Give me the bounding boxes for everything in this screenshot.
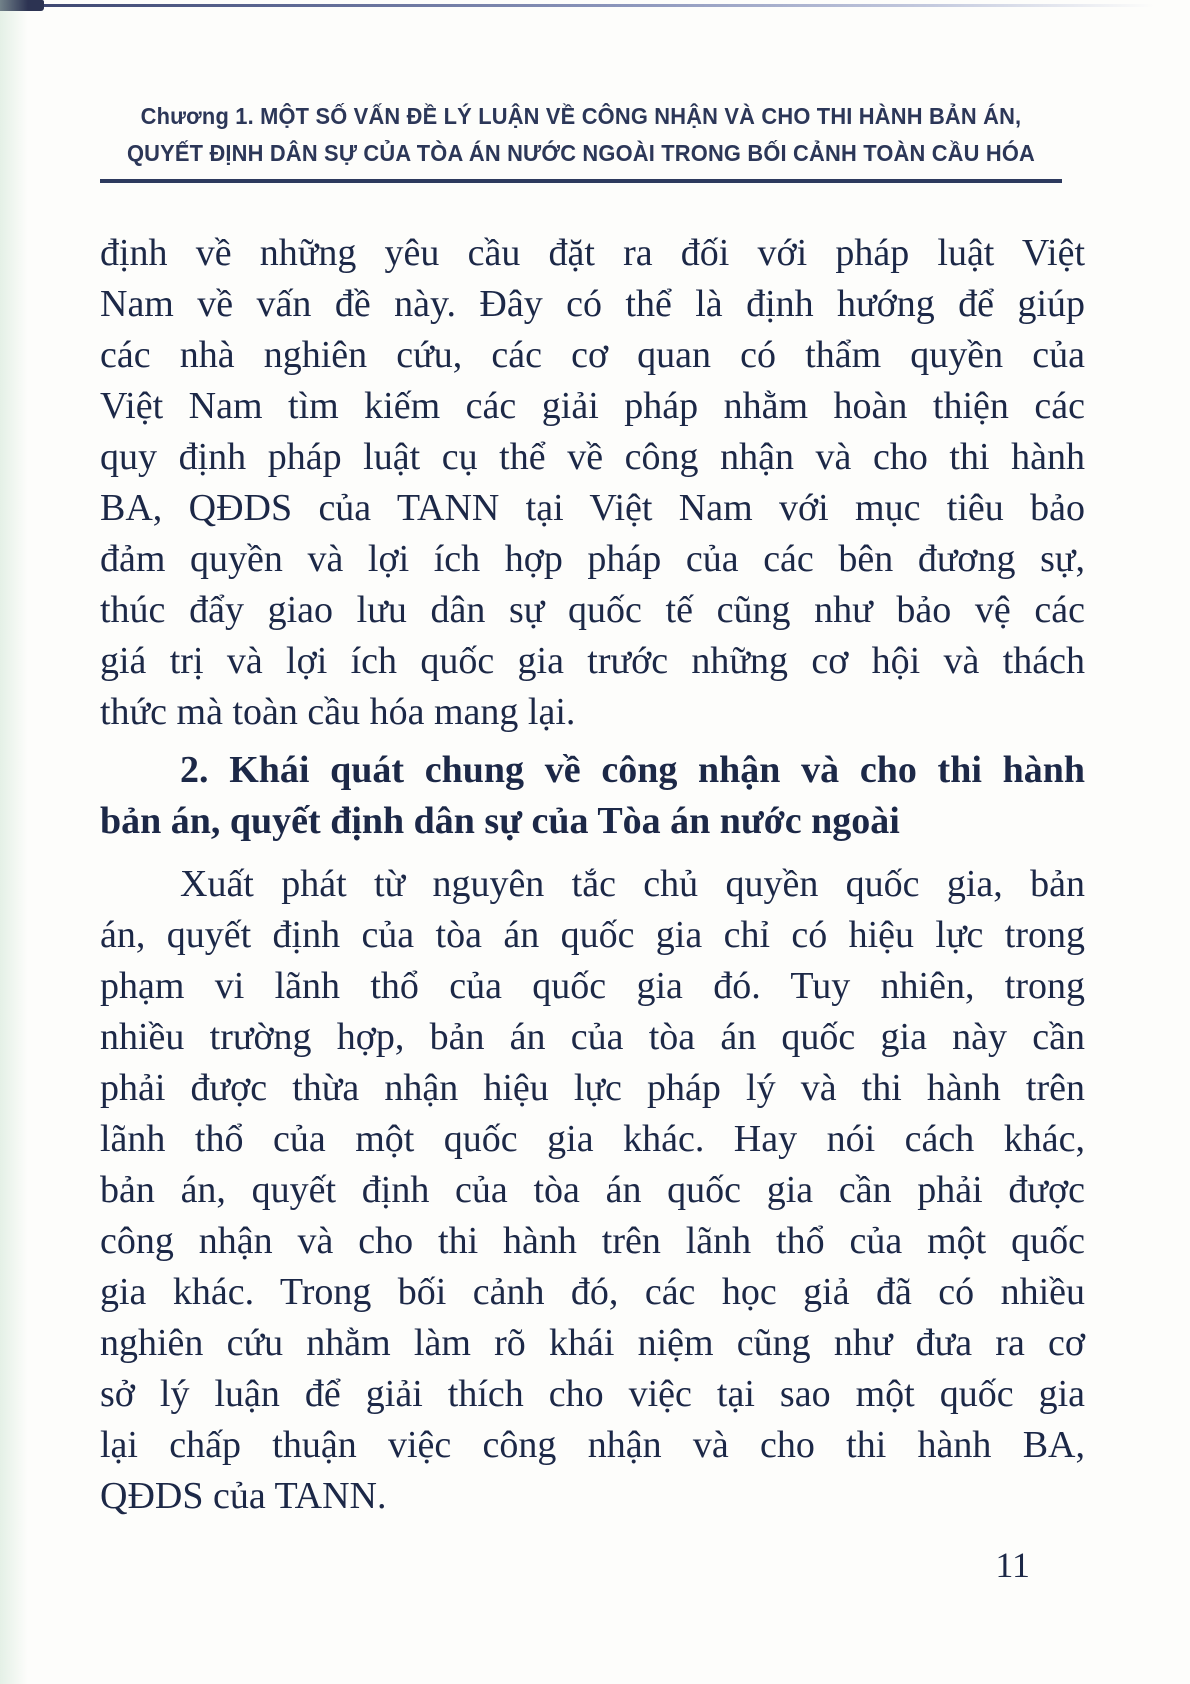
text-line: phải được thừa nhận hiệu lực pháp lý và thi hành trên xyxy=(100,1067,1085,1109)
text-line: nhiều trường hợp, bản án của tòa án quốc gia này cần xyxy=(100,1016,1085,1058)
text-line: sở lý luận để giải thích cho việc tại sao một quốc gia xyxy=(100,1373,1085,1415)
paragraph-1 xyxy=(100,228,1085,738)
text-line: nghiên cứu nhằm làm rõ khái niệm cũng như đưa ra cơ xyxy=(100,1322,1085,1364)
paragraph-2 xyxy=(100,859,1085,1522)
text-line: BA, QĐDS của TANN tại Việt Nam với mục tiêu bảo xyxy=(100,487,1085,529)
text-line: lại chấp thuận việc công nhận và cho thi hành BA, xyxy=(100,1424,1085,1466)
text-line: định về những yêu cầu đặt ra đối với pháp luật Việt xyxy=(100,232,1085,274)
text-line: giá trị và lợi ích quốc gia trước những cơ hội và thách xyxy=(100,640,1085,682)
text-line: Xuất phát từ nguyên tắc chủ quyền quốc gia, bản xyxy=(180,863,1085,905)
scan-left-edge-tint xyxy=(0,0,28,1684)
text-line: Việt Nam tìm kiếm các giải pháp nhằm hoàn thiện các xyxy=(100,385,1085,427)
chapter-header-line2: QUYẾT ĐỊNH DÂN SỰ CỦA TÒA ÁN NƯỚC NGOÀI TRONG BỐI CẢNH TOÀN CẦU HÓA xyxy=(126,140,1036,166)
page-body xyxy=(100,228,1085,1522)
header-rule xyxy=(100,179,1062,183)
text-line: thúc đẩy giao lưu dân sự quốc tế cũng như bảo vệ các xyxy=(100,589,1085,631)
text-line: quy định pháp luật cụ thể về công nhận và cho thi hành xyxy=(100,436,1085,478)
section-heading-2 xyxy=(100,745,1085,847)
chapter-header-line1: Chương 1. MỘT SỐ VẤN ĐỀ LÝ LUẬN VỀ CÔNG NHẬN VÀ CHO THI HÀNH BẢN ÁN, xyxy=(140,103,1022,129)
text-line: QĐDS của TANN. xyxy=(100,1475,387,1517)
text-line: đảm quyền và lợi ích hợp pháp của các bên đương sự, xyxy=(100,538,1085,580)
scan-top-edge-artifact xyxy=(0,4,1190,7)
text-line: các nhà nghiên cứu, các cơ quan có thẩm quyền của xyxy=(100,334,1085,376)
text-line: gia khác. Trong bối cảnh đó, các học giả đã có nhiều xyxy=(100,1271,1085,1313)
running-header xyxy=(100,98,1062,183)
text-line: lãnh thổ của một quốc gia khác. Hay nói cách khác, xyxy=(100,1118,1085,1160)
text-line: thức mà toàn cầu hóa mang lại. xyxy=(100,691,576,733)
text-line: phạm vi lãnh thổ của quốc gia đó. Tuy nhiên, trong xyxy=(100,965,1085,1007)
text-line: bản án, quyết định của tòa án quốc gia cần phải được xyxy=(100,1169,1085,1211)
text-line: án, quyết định của tòa án quốc gia chỉ có hiệu lực trong xyxy=(100,914,1085,956)
section-heading-line1: 2. Khái quát chung về công nhận và cho thi hành xyxy=(180,749,1085,791)
section-heading-line2: bản án, quyết định dân sự của Tòa án nước ngoài xyxy=(100,800,900,842)
text-line: Nam về vấn đề này. Đây có thể là định hướng để giúp xyxy=(100,283,1085,325)
page-number: 11 xyxy=(995,1545,1030,1585)
text-line: công nhận và cho thi hành trên lãnh thổ của một quốc xyxy=(100,1220,1085,1262)
